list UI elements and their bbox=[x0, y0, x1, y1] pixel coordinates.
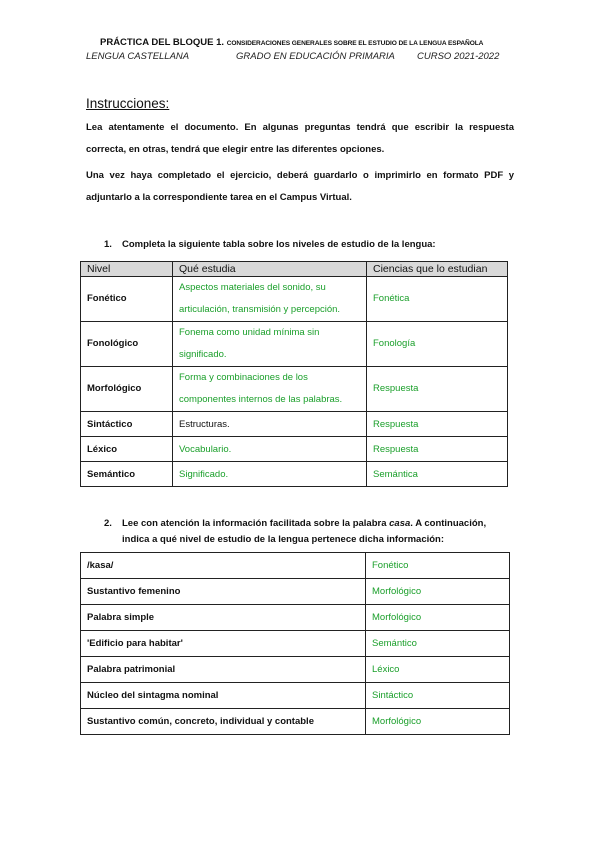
science-cell[interactable]: Respuesta bbox=[367, 437, 508, 462]
table-row bbox=[81, 709, 510, 735]
answer-cell[interactable]: Sintáctico bbox=[366, 683, 510, 709]
info-cell: 'Edificio para habitar' bbox=[81, 631, 366, 657]
table-row bbox=[81, 462, 508, 487]
column-header: Ciencias que lo estudian bbox=[367, 262, 508, 277]
studies-cell[interactable]: Estructuras. bbox=[173, 412, 367, 437]
level-cell: Fonológico bbox=[81, 322, 173, 367]
column-header: Qué estudia bbox=[173, 262, 367, 277]
title-main: PRÁCTICA DEL BLOQUE 1. bbox=[100, 37, 225, 48]
question-2-text-after: . A continuación, indica a qué nivel de estudio de la lengua pertenece dicha información: bbox=[122, 518, 487, 545]
subject-label: LENGUA CASTELLANA bbox=[86, 51, 190, 62]
studies-cell[interactable]: Vocabulario. bbox=[173, 437, 367, 462]
table-header-row bbox=[81, 262, 508, 277]
question-2-text-before: Lee con atención la información facilitada sobre la palabra bbox=[122, 518, 390, 529]
studies-cell[interactable]: Aspectos materiales del sonido, su articulación, transmisión y percepción. bbox=[173, 277, 367, 322]
level-cell: Morfológico bbox=[81, 367, 173, 412]
answer-cell[interactable]: Fonético bbox=[366, 553, 510, 579]
info-cell: Núcleo del sintagma nominal bbox=[81, 683, 366, 709]
info-cell: Palabra patrimonial bbox=[81, 657, 366, 683]
question-2-number: 2. bbox=[104, 518, 112, 529]
answer-cell[interactable]: Léxico bbox=[366, 657, 510, 683]
level-cell: Semántico bbox=[81, 462, 173, 487]
document-title bbox=[100, 37, 483, 48]
studies-cell[interactable]: Forma y combinaciones de los componentes internos de las palabras. bbox=[173, 367, 367, 412]
question-1-text: Completa la siguiente tabla sobre los niveles de estudio de la lengua: bbox=[122, 239, 436, 250]
answer-cell[interactable]: Semántico bbox=[366, 631, 510, 657]
science-cell[interactable]: Fonología bbox=[367, 322, 508, 367]
studies-cell[interactable]: Fonema como unidad mínima sin significado. bbox=[173, 322, 367, 367]
instructions-paragraph-2: Una vez haya completado el ejercicio, deberá guardarlo o imprimirlo en formato PDF y adjuntarlo a la correspondiente tarea en el Campus Virtual. bbox=[86, 170, 514, 203]
level-cell: Sintáctico bbox=[81, 412, 173, 437]
question-2-word: casa bbox=[389, 518, 411, 529]
question-2 bbox=[106, 516, 506, 548]
table-row bbox=[81, 277, 508, 322]
info-cell: Sustantivo común, concreto, individual y contable bbox=[81, 709, 366, 735]
table-row bbox=[81, 437, 508, 462]
table-row bbox=[81, 553, 510, 579]
answer-cell[interactable]: Morfológico bbox=[366, 579, 510, 605]
instructions-paragraph-1: Lea atentamente el documento. En algunas preguntas tendrá que escribir la respuesta correcta, en otras, tendrá que elegir entre las diferentes opciones. bbox=[86, 122, 514, 155]
course-label: CURSO 2021-2022 bbox=[417, 51, 500, 62]
question-1 bbox=[106, 237, 506, 253]
level-cell: Léxico bbox=[81, 437, 173, 462]
table-row bbox=[81, 412, 508, 437]
info-cell: Sustantivo femenino bbox=[81, 579, 366, 605]
word-info-table bbox=[80, 552, 510, 735]
table-row bbox=[81, 605, 510, 631]
info-cell: Palabra simple bbox=[81, 605, 366, 631]
science-cell[interactable]: Respuesta bbox=[367, 412, 508, 437]
info-cell: /kasa/ bbox=[81, 553, 366, 579]
answer-cell[interactable]: Morfológico bbox=[366, 605, 510, 631]
question-1-number: 1. bbox=[104, 239, 112, 250]
instructions-heading: Instrucciones: bbox=[86, 96, 170, 111]
table-row bbox=[81, 367, 508, 412]
column-header: Nivel bbox=[81, 262, 173, 277]
table-row bbox=[81, 631, 510, 657]
table-row bbox=[81, 322, 508, 367]
levels-table bbox=[80, 261, 508, 487]
science-cell[interactable]: Fonética bbox=[367, 277, 508, 322]
table-row bbox=[81, 579, 510, 605]
science-cell[interactable]: Semántica bbox=[367, 462, 508, 487]
level-cell: Fonético bbox=[81, 277, 173, 322]
degree-label: GRADO EN EDUCACIÓN PRIMARIA bbox=[236, 51, 395, 62]
table-row bbox=[81, 657, 510, 683]
science-cell[interactable]: Respuesta bbox=[367, 367, 508, 412]
title-sub: CONSIDERACIONES GENERALES SOBRE EL ESTUDIO DE LA LENGUA ESPAÑOLA bbox=[226, 40, 484, 47]
studies-cell[interactable]: Significado. bbox=[173, 462, 367, 487]
answer-cell[interactable]: Morfológico bbox=[366, 709, 510, 735]
question-2-text bbox=[106, 516, 506, 548]
table-row bbox=[81, 683, 510, 709]
